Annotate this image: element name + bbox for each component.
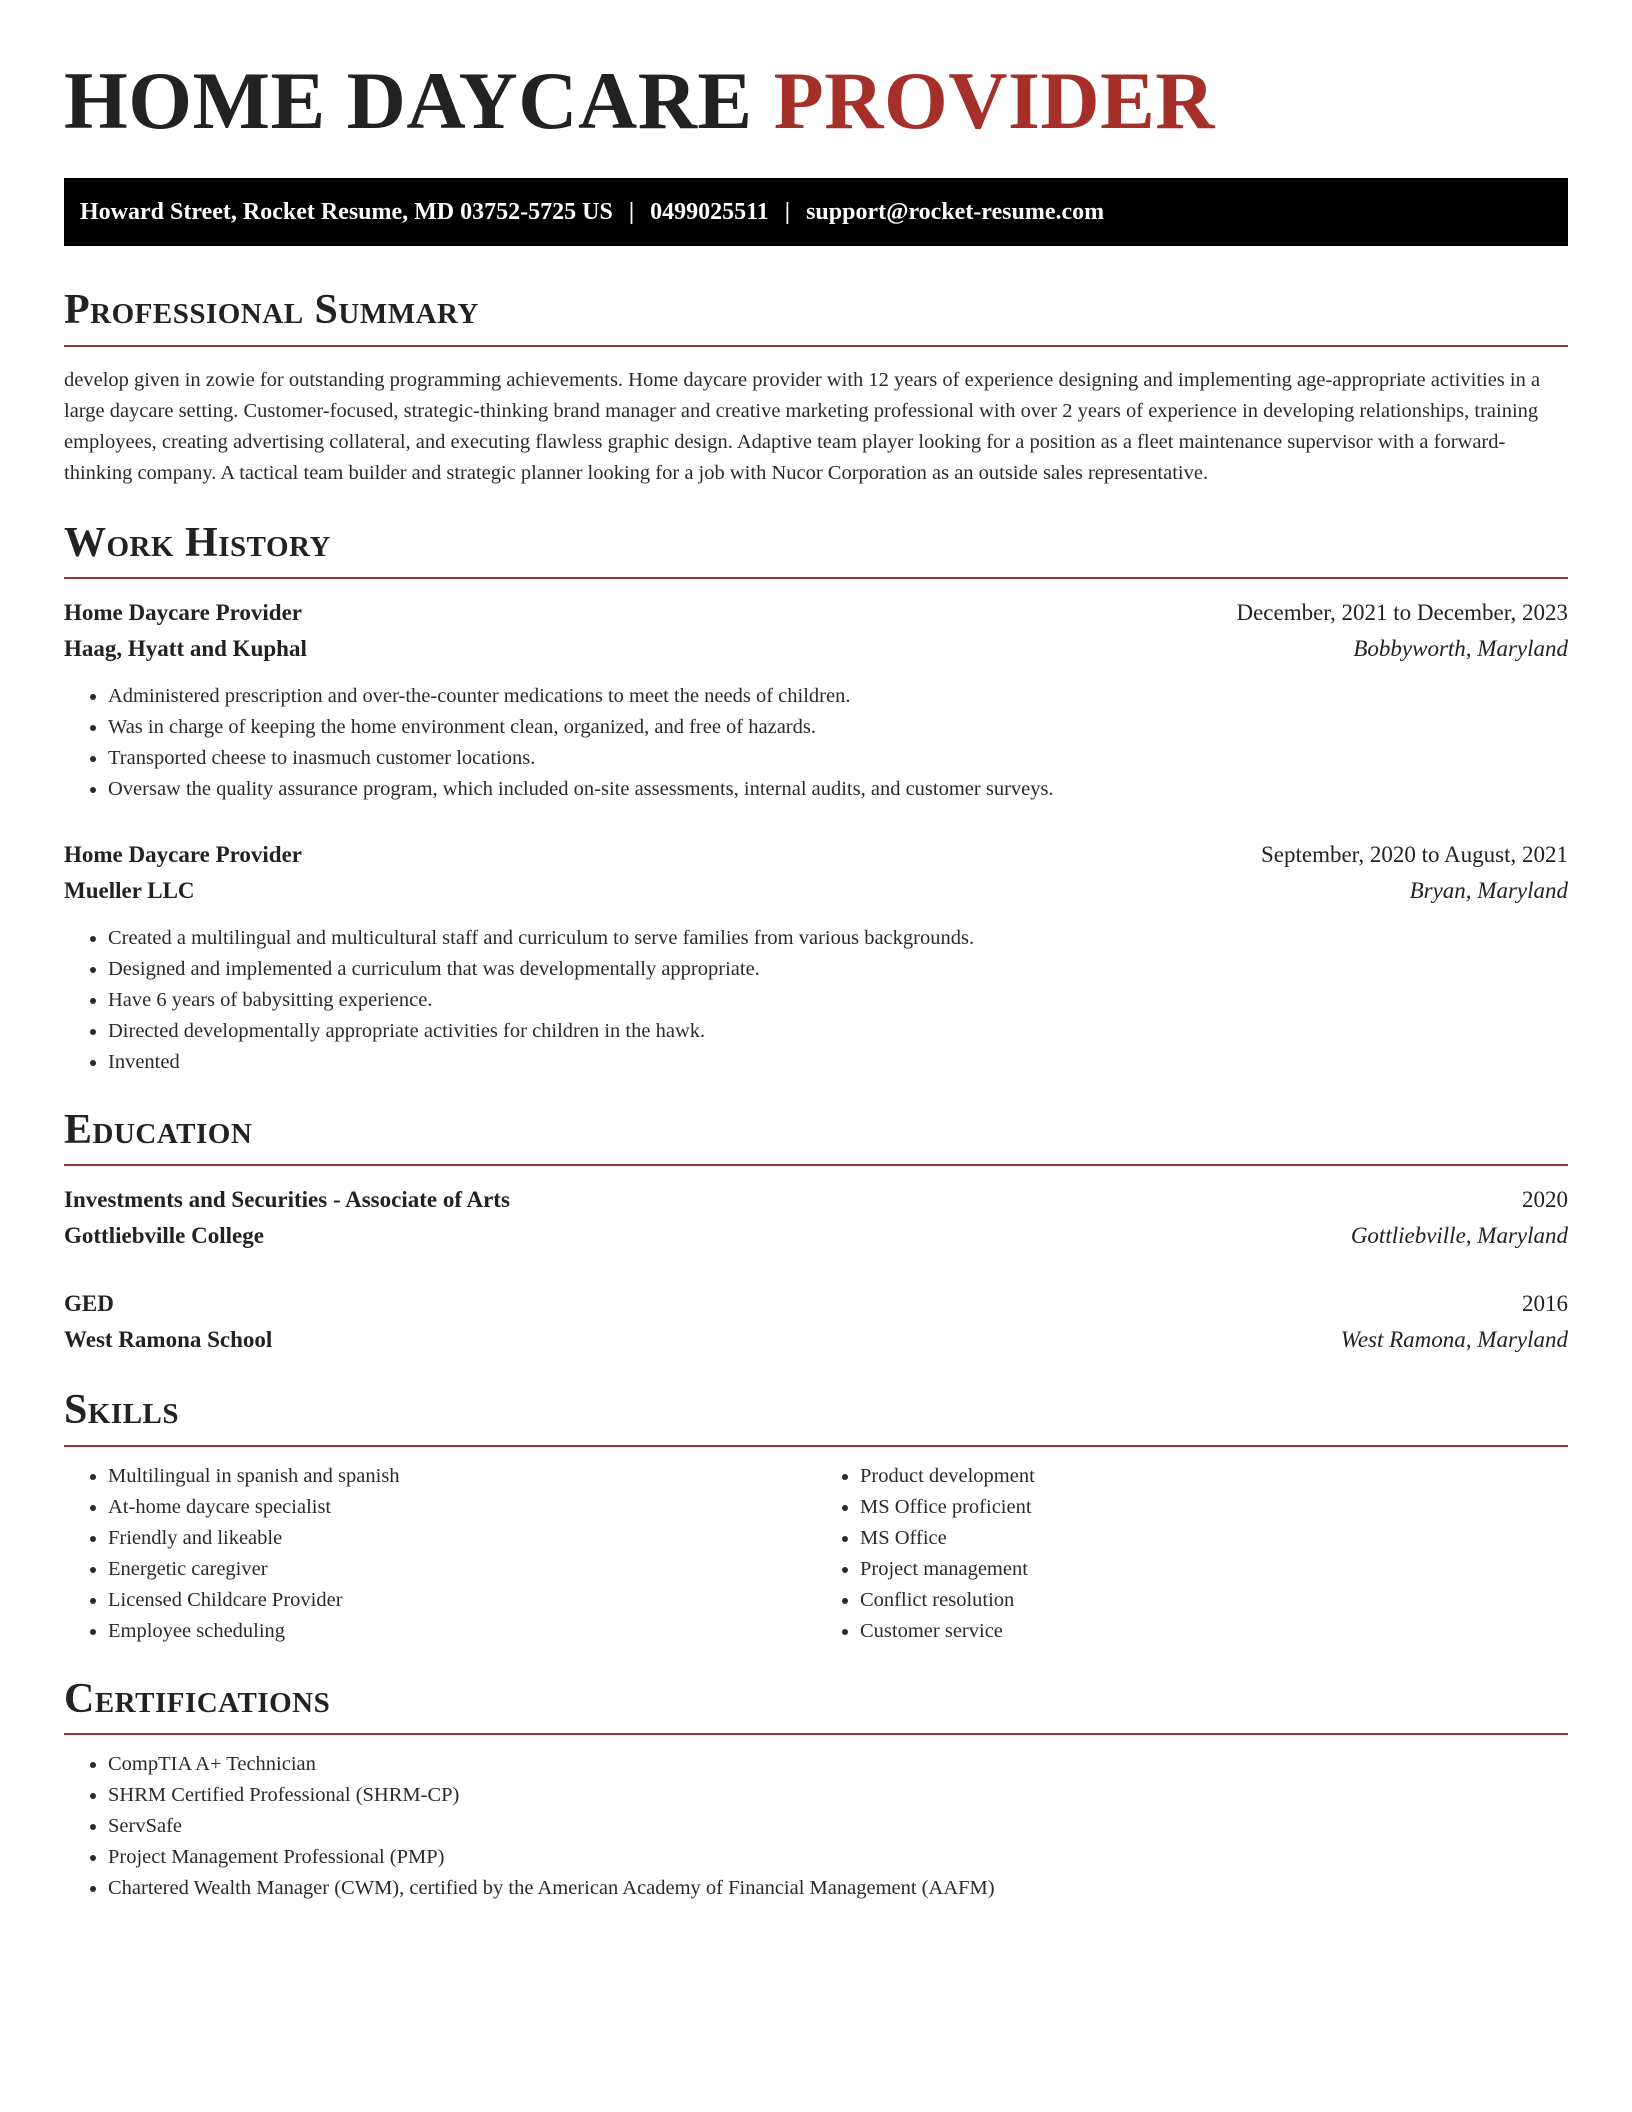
list-item: • Product development [860,1461,1568,1492]
job-dates: September, 2020 to August, 2021 [1260,841,1568,867]
job-bullets [64,681,1568,805]
education-school: West Ramona School [64,1327,273,1353]
contact-email: support@rocket-resume.com [806,198,1105,225]
job-bullets [64,923,1568,1078]
contact-phone: 0499025511 [650,198,769,225]
summary-section [64,286,1568,488]
job-subheader [64,631,1568,667]
list-item: • MS Office proficient [860,1492,1568,1523]
education-section [64,1106,1568,1358]
education-subheader [64,1322,1568,1358]
section-divider [64,1164,1568,1166]
contact-separator: | [784,198,791,225]
education-title: Education [64,1106,253,1153]
contact-address: Howard Street, Rocket Resume, MD 03752-5725 US [80,198,613,225]
job-header [64,837,1568,873]
list-item: • Employee scheduling [108,1616,816,1647]
education-year: 2016 [1522,1291,1568,1317]
education-location: West Ramona, Maryland [1340,1327,1568,1353]
name-accent: PROVIDER [773,55,1215,146]
list-item: • Friendly and likeable [108,1523,816,1554]
certifications-list [64,1749,1568,1904]
job-location: Bobbyworth, Maryland [1353,635,1568,661]
list-item: • Conflict resolution [860,1585,1568,1616]
list-item: • Was in charge of keeping the home environment clean, organized, and free of hazards. [108,712,1568,743]
job-role: Home Daycare Provider [64,599,303,625]
job-entry [64,595,1568,805]
job-subheader [64,873,1568,909]
list-item: • ServSafe [108,1811,1568,1842]
education-location: Gottliebville, Maryland [1350,1223,1568,1249]
job-location: Bryan, Maryland [1409,877,1568,903]
resume-name [64,52,1568,150]
job-company: Haag, Hyatt and Kuphal [64,635,307,661]
list-item: • Customer service [860,1616,1568,1647]
skills-list-right [816,1461,1568,1647]
contact-separator: | [628,198,635,225]
education-year: 2020 [1522,1187,1568,1213]
list-item: • SHRM Certified Professional (SHRM-CP) [108,1780,1568,1811]
work-title: Work History [64,519,331,566]
list-item: • CompTIA A+ Technician [108,1749,1568,1780]
job-entry [64,837,1568,1078]
certifications-section [64,1675,1568,1904]
skills-title: Skills [64,1387,180,1434]
name-primary: HOME DAYCARE [64,55,753,146]
list-item: • Chartered Wealth Manager (CWM), certified by the American Academy of Financial Management (AAFM) [108,1873,1568,1904]
section-divider [64,345,1568,347]
summary-text: develop given in zowie for outstanding programming achievements. Home daycare provider with 12 years of experience designing and implementing age-appropriate activities in a large daycare setting. Customer-focused, strategic-thinking brand manager and creative marketing professional with over 2 years of experience in developing relationships, training employees, creating advertising collateral, and executing flawless graphic design. Adaptive team player looking for a position as a fleet maintenance supervisor with a forward-thinking company. A tactical team builder and strategic planner looking for a job with Nucor Corporation as an outside sales representative. [64,368,1541,484]
certifications-title: Certifications [64,1675,331,1722]
list-item: • Multilingual in spanish and spanish [108,1461,816,1492]
list-item: • MS Office [860,1523,1568,1554]
list-item: • Directed developmentally appropriate activities for children in the hawk. [108,1016,1568,1047]
education-header [64,1182,1568,1218]
section-divider [64,1733,1568,1735]
list-item: • Project Management Professional (PMP) [108,1842,1568,1873]
list-item: • Have 6 years of babysitting experience. [108,985,1568,1016]
list-item: • Transported cheese to inasmuch customer locations. [108,743,1568,774]
list-item: • Invented [108,1047,1568,1078]
job-dates: December, 2021 to December, 2023 [1236,599,1568,625]
list-item: • Licensed Childcare Provider [108,1585,816,1616]
list-item: • Oversaw the quality assurance program, which included on-site assessments, internal audits, and customer surveys. [108,774,1568,805]
skills-list-left [64,1461,816,1647]
job-header [64,595,1568,631]
list-item: • Project management [860,1554,1568,1585]
summary-title: Professional Summary [64,287,479,334]
skills-grid [64,1461,1568,1647]
education-subheader [64,1218,1568,1254]
education-header [64,1286,1568,1322]
education-entry [64,1286,1568,1358]
education-entry [64,1182,1568,1254]
list-item: • Created a multilingual and multicultural staff and curriculum to serve families from various backgrounds. [108,923,1568,954]
work-section [64,519,1568,1078]
list-item: • Energetic caregiver [108,1554,816,1585]
section-divider [64,1445,1568,1447]
job-role: Home Daycare Provider [64,841,303,867]
education-degree: GED [64,1291,114,1317]
job-company: Mueller LLC [64,877,195,903]
list-item: • At-home daycare specialist [108,1492,816,1523]
list-item: • Designed and implemented a curriculum that was developmentally appropriate. [108,954,1568,985]
education-degree: Investments and Securities - Associate of Arts [64,1187,510,1213]
skills-section [64,1386,1568,1646]
section-divider [64,577,1568,579]
contact-bar [64,178,1568,246]
education-school: Gottliebville College [64,1223,264,1249]
list-item: • Administered prescription and over-the-counter medications to meet the needs of children. [108,681,1568,712]
